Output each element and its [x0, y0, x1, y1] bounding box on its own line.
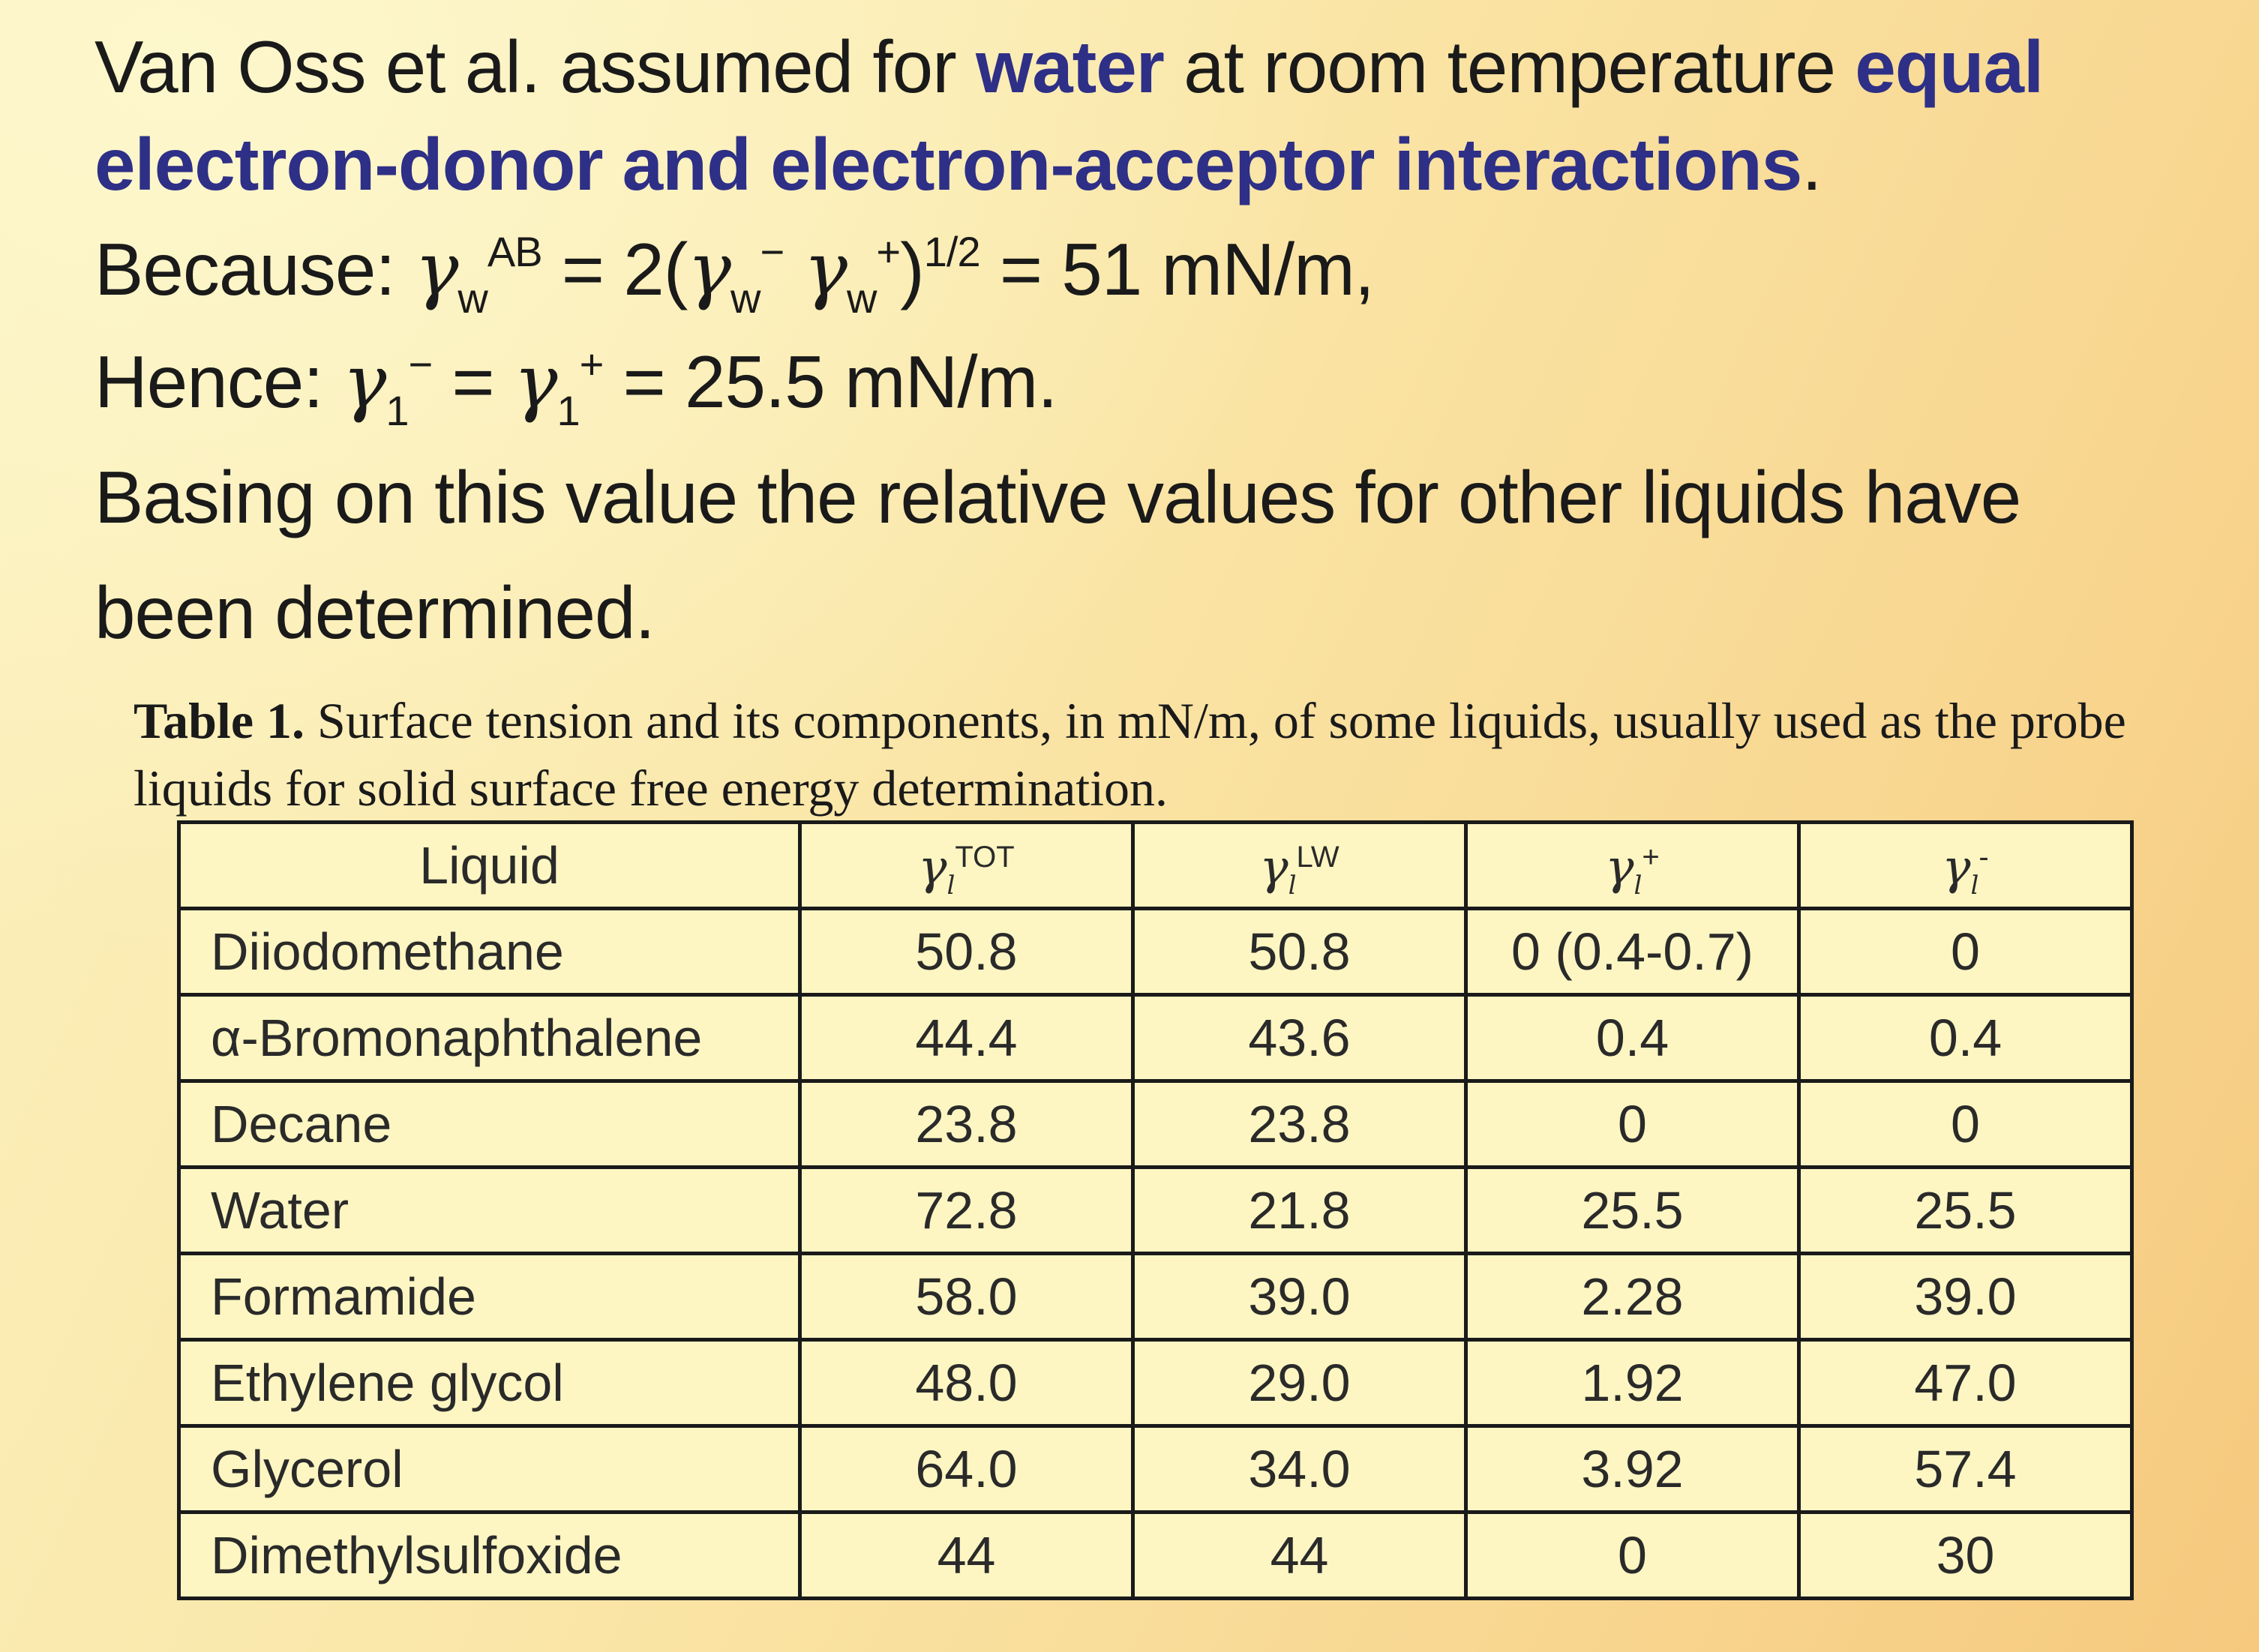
superscript: -	[1978, 841, 1989, 874]
gamma-symbol: γ	[414, 227, 458, 313]
determined-line: been determined.	[94, 571, 655, 654]
gamma-symbol	[1605, 840, 1660, 901]
subscript: l	[1970, 871, 1979, 901]
cell-plus: 2.28	[1466, 1254, 1799, 1340]
equation-result: = 25.5 mN/m.	[603, 340, 1058, 423]
subscript: l	[1634, 871, 1642, 901]
hence-equation	[94, 337, 1058, 434]
basing-line: Basing on this value the relative values for other liquids have	[94, 456, 2021, 538]
table-row	[179, 995, 2132, 1081]
gamma-symbol: γ	[1942, 840, 1971, 895]
cell-tot: 23.8	[800, 1081, 1133, 1168]
because-label: Because:	[94, 228, 415, 310]
superscript: −	[408, 340, 433, 388]
emphasis-interactions: electron-donor and electron-acceptor interactions	[94, 123, 1802, 205]
table-caption	[134, 687, 2144, 822]
cell-tot: 48.0	[800, 1340, 1133, 1426]
because-equation	[94, 225, 1375, 322]
cell-tot: 44.4	[800, 995, 1133, 1081]
cell-tot: 64.0	[800, 1426, 1133, 1513]
header-liquid: Liquid	[179, 823, 800, 909]
cell-minus: 0	[1799, 1081, 2132, 1168]
interactions-line	[94, 120, 1821, 208]
table-container	[177, 820, 2130, 1600]
cell-lw: 39.0	[1133, 1254, 1466, 1340]
cell-tot: 58.0	[800, 1254, 1133, 1340]
cell-minus: 39.0	[1799, 1254, 2132, 1340]
cell-tot: 50.8	[800, 909, 1133, 995]
cell-tot: 72.8	[800, 1168, 1133, 1254]
caption-label: Table 1.	[134, 692, 305, 749]
space	[784, 228, 803, 310]
caption-text: Surface tension and its components, in mN/m, of some liquids, usually used as the probe liquids for solid surface free energy determination.	[134, 692, 2126, 817]
superscript: +	[876, 228, 901, 275]
gamma-symbol: γ	[1605, 840, 1634, 895]
cell-plus: 0.4	[1466, 995, 1799, 1081]
gamma-symbol: γ	[803, 227, 847, 313]
surface-tension-table	[177, 820, 2134, 1600]
cell-liquid: Ethylene glycol	[179, 1340, 800, 1426]
cell-liquid: Water	[179, 1168, 800, 1254]
cell-minus: 0.4	[1799, 995, 2132, 1081]
cell-plus: 1.92	[1466, 1340, 1799, 1426]
cell-lw: 34.0	[1133, 1426, 1466, 1513]
header-gamma-minus	[1799, 823, 2132, 909]
cell-tot: 44	[800, 1513, 1133, 1599]
cell-liquid: Formamide	[179, 1254, 800, 1340]
table-row	[179, 1254, 2132, 1340]
table-row	[179, 909, 2132, 995]
cell-lw: 29.0	[1133, 1340, 1466, 1426]
table-row	[179, 1168, 2132, 1254]
cell-liquid: Decane	[179, 1081, 800, 1168]
cell-liquid: Dimethylsulfoxide	[179, 1513, 800, 1599]
emphasis-water: water	[975, 25, 1164, 108]
table-row	[179, 1426, 2132, 1513]
cell-plus: 3.92	[1466, 1426, 1799, 1513]
cell-lw: 43.6	[1133, 995, 1466, 1081]
table-row	[179, 1513, 2132, 1599]
cell-lw: 44	[1133, 1513, 1466, 1599]
cell-minus: 57.4	[1799, 1426, 2132, 1513]
equation-text: )	[900, 228, 924, 310]
cell-liquid: Diiodomethane	[179, 909, 800, 995]
equation-result: = 51 mN/m,	[980, 228, 1375, 310]
cell-lw: 21.8	[1133, 1168, 1466, 1254]
header-gamma-tot	[800, 823, 1133, 909]
intro-text: Van Oss et al. assumed for	[94, 25, 976, 108]
header-gamma-lw	[1133, 823, 1466, 909]
hence-label: Hence:	[94, 340, 343, 423]
table-row	[179, 1340, 2132, 1426]
gamma-symbol: γ	[918, 840, 947, 895]
cell-plus: 25.5	[1466, 1168, 1799, 1254]
gamma-symbol	[1259, 840, 1340, 901]
intro-text-2: at room temperature	[1163, 25, 1856, 108]
table-header-row	[179, 823, 2132, 909]
cell-minus: 47.0	[1799, 1340, 2132, 1426]
superscript: +	[579, 340, 604, 388]
subscript: l	[1288, 871, 1297, 901]
superscript: 1/2	[923, 228, 980, 275]
superscript: TOT	[955, 841, 1015, 874]
gamma-symbol: γ	[687, 227, 730, 313]
table-row	[179, 1081, 2132, 1168]
cell-minus: 25.5	[1799, 1168, 2132, 1254]
cell-minus: 0	[1799, 909, 2132, 995]
gamma-symbol	[1942, 840, 1989, 901]
cell-plus: 0	[1466, 1513, 1799, 1599]
header-gamma-plus	[1466, 823, 1799, 909]
cell-liquid: Glycerol	[179, 1426, 800, 1513]
equation-text: = 2(	[542, 228, 688, 310]
period: .	[1802, 123, 1822, 205]
superscript: LW	[1296, 841, 1340, 874]
subscript: 1	[386, 387, 409, 434]
cell-plus: 0	[1466, 1081, 1799, 1168]
superscript: AB	[487, 228, 542, 275]
gamma-symbol: γ	[342, 340, 386, 425]
superscript: −	[760, 228, 784, 275]
cell-plus: 0 (0.4-0.7)	[1466, 909, 1799, 995]
gamma-symbol	[918, 840, 1015, 901]
cell-lw: 50.8	[1133, 909, 1466, 995]
subscript: l	[946, 871, 956, 901]
intro-line	[94, 22, 2043, 111]
subscript: w	[846, 274, 877, 322]
cell-liquid: α-Bromonaphthalene	[179, 995, 800, 1081]
cell-lw: 23.8	[1133, 1081, 1466, 1168]
subscript: w	[458, 274, 488, 322]
superscript: +	[1642, 841, 1660, 874]
subscript: 1	[556, 387, 580, 434]
subscript: w	[730, 274, 760, 322]
emphasis-equal: equal	[1855, 25, 2044, 108]
gamma-symbol: γ	[513, 340, 557, 425]
cell-minus: 30	[1799, 1513, 2132, 1599]
equation-text: =	[432, 340, 514, 423]
gamma-symbol: γ	[1259, 840, 1288, 895]
